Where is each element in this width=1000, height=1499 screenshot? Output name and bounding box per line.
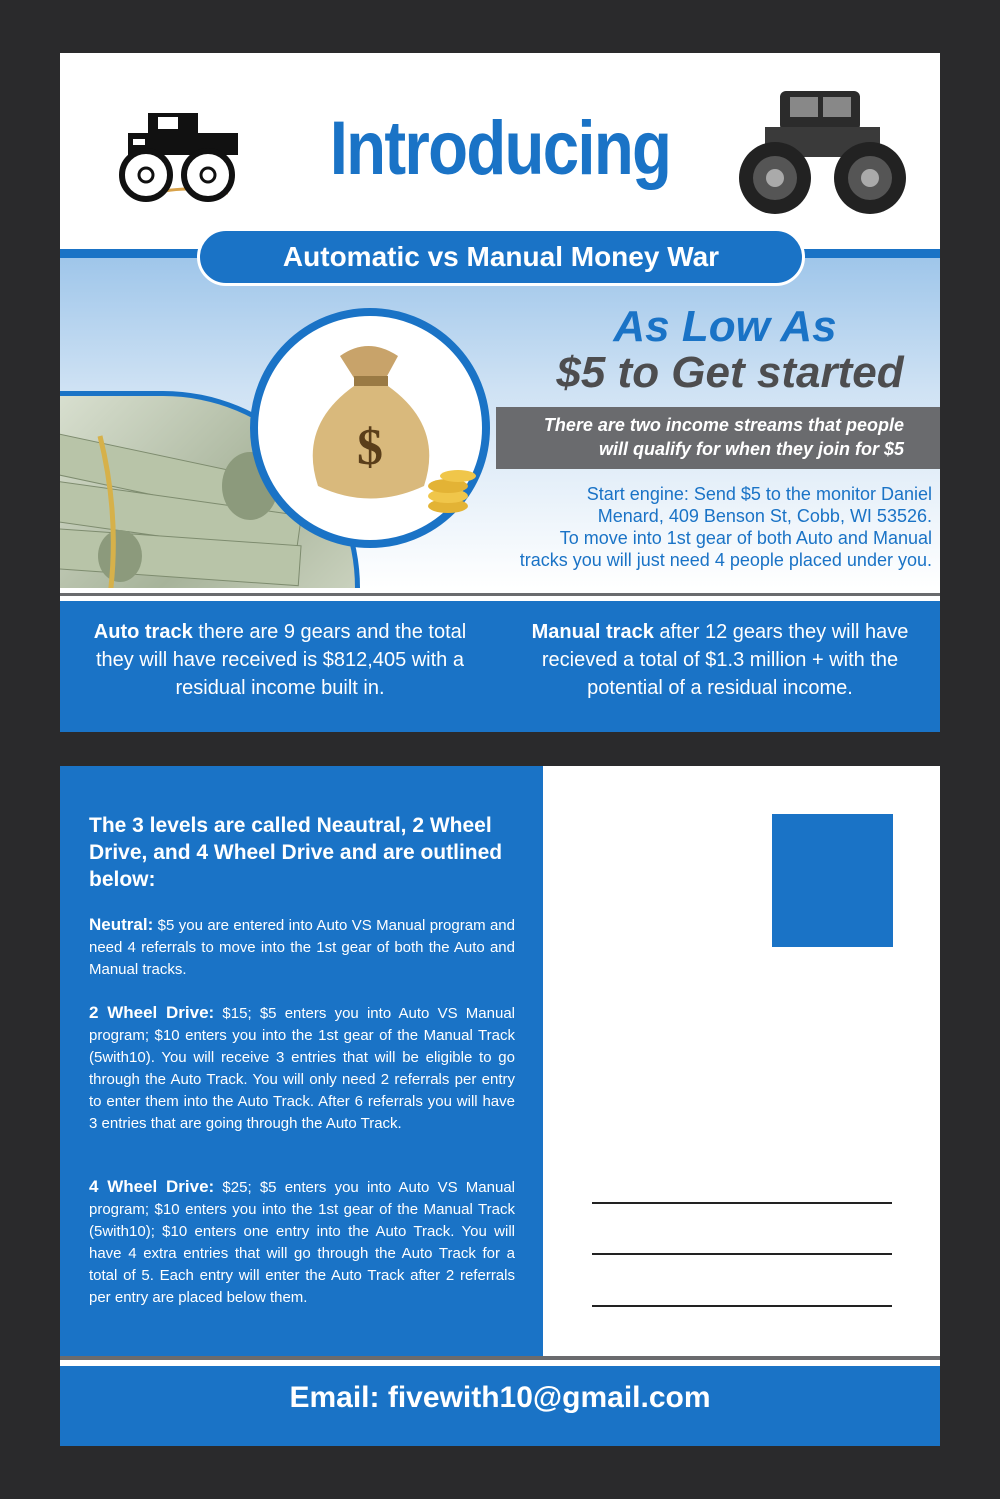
banner: Automatic vs Manual Money War xyxy=(197,228,805,286)
engine-line1: Start engine: Send $5 to the monitor Daniel xyxy=(586,484,932,504)
engine-line4: tracks you will just need 4 people placed under you. xyxy=(519,550,932,570)
divider xyxy=(60,1356,940,1360)
streams-line1: There are two income streams that people xyxy=(543,415,904,435)
address-line xyxy=(592,1202,892,1204)
engine-line2: Menard, 409 Benson St, Cobb, WI 53526. xyxy=(597,506,932,526)
streams-text xyxy=(484,413,904,461)
four-wheel-label: 4 Wheel Drive: xyxy=(89,1177,215,1196)
address-line xyxy=(592,1305,892,1307)
neutral-body: $5 you are entered into Auto VS Manual program and need 4 referrals to move into the 1st gear of both the Auto and Manual tracks. xyxy=(89,917,515,978)
auto-track-label: Auto track xyxy=(93,621,193,643)
tracks-section xyxy=(60,601,940,732)
levels-panel xyxy=(60,766,543,1356)
levels-title: The 3 levels are called Neautral, 2 Wheel Drive, and 4 Wheel Drive and are outlined below: xyxy=(89,814,503,891)
manual-track-label: Manual track xyxy=(531,621,654,643)
auto-track-text xyxy=(80,618,480,702)
dollar-sign: $ xyxy=(357,419,383,476)
auto-track-body: there are 9 gears and the total they will have received is $812,405 with a residual income built in. xyxy=(96,621,467,699)
engine-line3: To move into 1st gear of both Auto and Manual xyxy=(559,528,932,548)
page-title: Introducing xyxy=(329,106,671,191)
postcard-front xyxy=(60,53,940,732)
start-engine-text xyxy=(452,483,932,571)
stamp-placeholder xyxy=(772,814,893,947)
manual-track-body: after 12 gears they will have recieved a total of $1.3 million + with the potential of a residual income. xyxy=(541,621,909,699)
address-line xyxy=(592,1253,892,1255)
four-wheel-paragraph xyxy=(89,1176,515,1309)
four-wheel-body: $25; $5 enters you into Auto VS Manual program; $10 enters you into the 1st gear of the Manual Track (5with10); $10 enters one entry into the Auto Track. You will have 4 extra entries that will go through the Auto Track for a total of 5. Each entry will enter the Auto Track after 2 referrals per entry are placed below them. xyxy=(89,1179,515,1306)
email-text: Email: fivewith10@gmail.com xyxy=(289,1381,711,1414)
two-wheel-paragraph xyxy=(89,1002,515,1135)
neutral-label: Neutral: xyxy=(89,915,154,934)
streams-line2: will qualify for when they join for $5 xyxy=(598,439,904,459)
two-wheel-label: 2 Wheel Drive: xyxy=(89,1003,215,1022)
neutral-paragraph xyxy=(89,914,515,981)
email-bar xyxy=(60,1366,940,1446)
two-wheel-body: $15; $5 enters you into Auto VS Manual program; $10 enters you into the 1st gear of the Manual Track (5with10). You will receive 3 entries that will be eligible to go through the Auto Track. You will only need 2 referrals per entry to enter them into the Auto Track. After 6 referrals you will have 3 entries that are going through the Auto Track. xyxy=(89,1005,515,1132)
money-bag-icon xyxy=(258,316,482,540)
manual-track-text xyxy=(520,618,920,702)
postcard-back xyxy=(60,766,940,1446)
headline-line2: $5 to Get started xyxy=(556,348,904,397)
headline-line1: As Low As xyxy=(613,302,837,351)
divider xyxy=(60,593,940,596)
monster-truck-sketch-icon xyxy=(735,83,910,223)
